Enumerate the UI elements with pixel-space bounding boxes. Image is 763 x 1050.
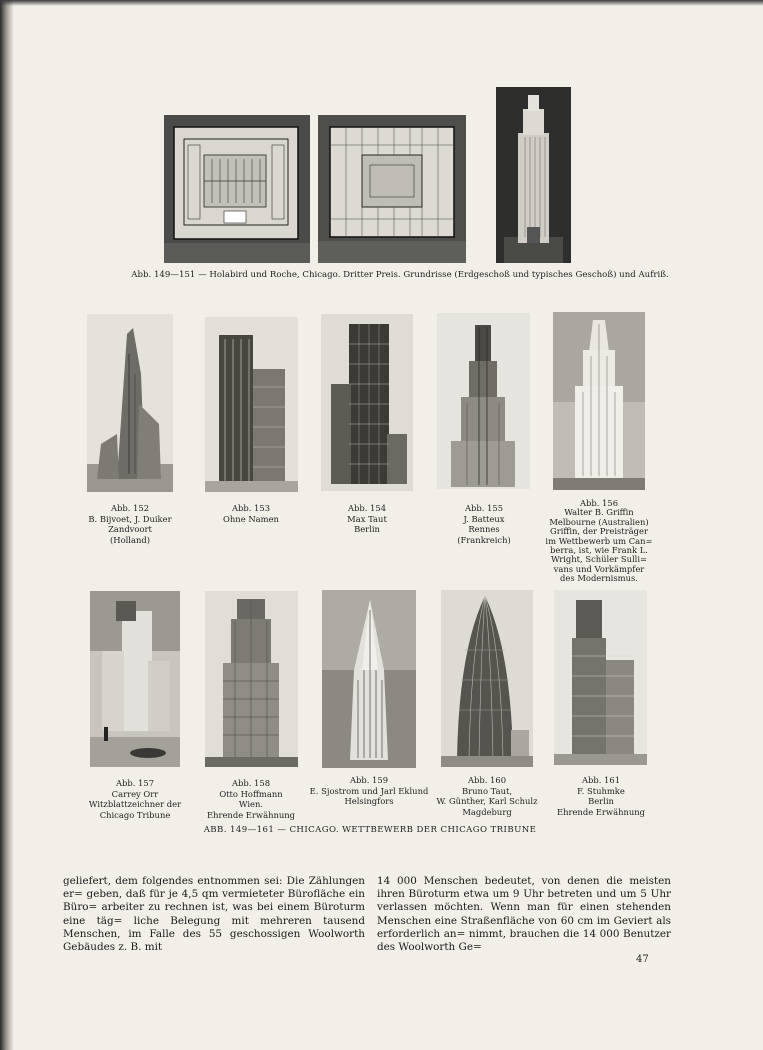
caption-line: Berlin — [354, 524, 380, 535]
caption-line: Wright, Schüler Sulli= — [550, 554, 648, 565]
plate-150-typical-floor-plan — [318, 115, 466, 263]
caption-line: Magdeburg — [462, 806, 512, 817]
caption-line: Carrey Orr — [111, 788, 159, 799]
plate-151-elevation — [496, 87, 571, 263]
plate-161-stuhmke — [554, 590, 647, 765]
plate-155-batteux — [437, 313, 530, 489]
caption-line: B. Bijvoet, J. Duiker — [88, 513, 172, 524]
page-gutter-shadow — [0, 0, 14, 1050]
caption-abb-158 — [199, 778, 303, 820]
caption-line: im Wettbewerb um Can= — [545, 535, 653, 546]
caption-abb-157 — [83, 778, 187, 820]
plate-149-ground-floor-plan — [164, 115, 310, 263]
plate-158-otto-hoffmann — [205, 591, 298, 767]
caption-abb-155 — [432, 503, 536, 545]
page-top-edge — [0, 0, 763, 6]
caption-line: Abb. 158 — [231, 778, 271, 788]
caption-line: Abb. 161 — [581, 775, 621, 785]
caption-line: berra, ist, wie Frank L. — [550, 545, 648, 556]
caption-line: Abb. 154 — [347, 503, 387, 513]
caption-line: W. Günther, Karl Schulz — [436, 796, 538, 807]
plate-159-sjostrom-eklund — [322, 590, 416, 768]
caption-line: Zandvoort — [108, 524, 152, 535]
body-text-right: 14 000 Menschen bedeutet, von denen die meisten ihren Büroturm etwa um 9 Uhr betreten und um 5 Uhr verlassen möchten. Wenn man für einen stehenden Menschen eine Straßenfläche von 60 cm im Geviert als erforderlich an= nimmt, brauchen die 14 000 Benutzer des Woolworth Ge= — [377, 875, 671, 954]
caption-line: (Frankreich) — [457, 534, 511, 545]
caption-line: Berlin — [588, 796, 614, 807]
caption-line: Melbourne (Australien) — [549, 516, 649, 527]
caption-line: (Holland) — [110, 534, 150, 545]
plate-160-bruno-taut — [441, 590, 533, 767]
caption-line: Chicago Tribune — [99, 809, 171, 820]
caption-line: Abb. 157 — [115, 778, 155, 788]
caption-line: Griffin, der Preisträger — [550, 526, 648, 537]
caption-line: Otto Hoffmann — [219, 788, 283, 799]
caption-line: Helsingfors — [344, 796, 394, 807]
plate-157-carrey-orr — [90, 591, 180, 767]
caption-line: Witzblattzeichner der — [88, 799, 182, 810]
caption-line: F. Stuhmke — [577, 785, 625, 796]
caption-line: J. Batteux — [463, 513, 505, 524]
caption-line: Abb. 160 — [467, 775, 507, 785]
caption-line: E. Sjostrom und Jarl Eklund — [309, 785, 429, 796]
top-figures-caption: Abb. 149—151 — Holabird und Roche, Chicago. Dritter Preis. Grundrisse (Erdgeschoß und typisches Geschoß) und Aufriß. — [131, 270, 669, 280]
page-number: 47 — [636, 954, 649, 965]
caption-abb-154 — [315, 503, 419, 535]
caption-line: Ohne Namen — [223, 513, 279, 524]
caption-line: Abb. 156 — [579, 498, 619, 508]
body-text-left: geliefert, dem folgendes entnommen sei: Die Zählungen er= geben, daß für je 4,5 qm vermieteter Bürofläche ein Büro= arbeiter zu rechnen ist, was bei einem Büroturm eine täg= liche Belegung mit mehreren tausend Menschen, im Falle des 55 geschossigen Woolworth Gebäudes z. B. mit — [63, 875, 365, 954]
caption-line: Abb. 159 — [349, 775, 389, 785]
caption-line: Wien. — [238, 799, 264, 810]
plate-154-max-taut — [321, 314, 413, 491]
caption-line: Ehrende Erwähnung — [206, 809, 296, 820]
caption-line: vans und Vorkämpfer — [553, 563, 645, 574]
caption-abb-153 — [199, 503, 303, 524]
caption-abb-160 — [426, 775, 548, 817]
caption-line: Max Taut — [347, 513, 387, 524]
caption-abb-161 — [549, 775, 653, 817]
caption-abb-152 — [78, 503, 182, 545]
caption-line: Abb. 153 — [231, 503, 271, 513]
caption-line: Ehrende Erwähnung — [556, 806, 646, 817]
caption-line: Abb. 155 — [464, 503, 504, 513]
caption-line: Abb. 152 — [110, 503, 150, 513]
caption-line: Walter B. Griffin — [564, 507, 634, 518]
group-caption: ABB. 149—161 — CHICAGO. WETTBEWERB DER CHICAGO TRIBUNE — [203, 825, 537, 835]
caption-abb-156 — [539, 499, 659, 584]
plate-152-bijvoet-duiker — [87, 314, 173, 492]
caption-line: Rennes — [468, 524, 500, 535]
caption-abb-159 — [308, 775, 430, 807]
plate-156-griffin — [553, 312, 645, 490]
plate-153-ohne-namen — [205, 317, 298, 492]
caption-line: Bruno Taut, — [462, 785, 512, 796]
caption-line: des Modernismus. — [560, 573, 638, 584]
